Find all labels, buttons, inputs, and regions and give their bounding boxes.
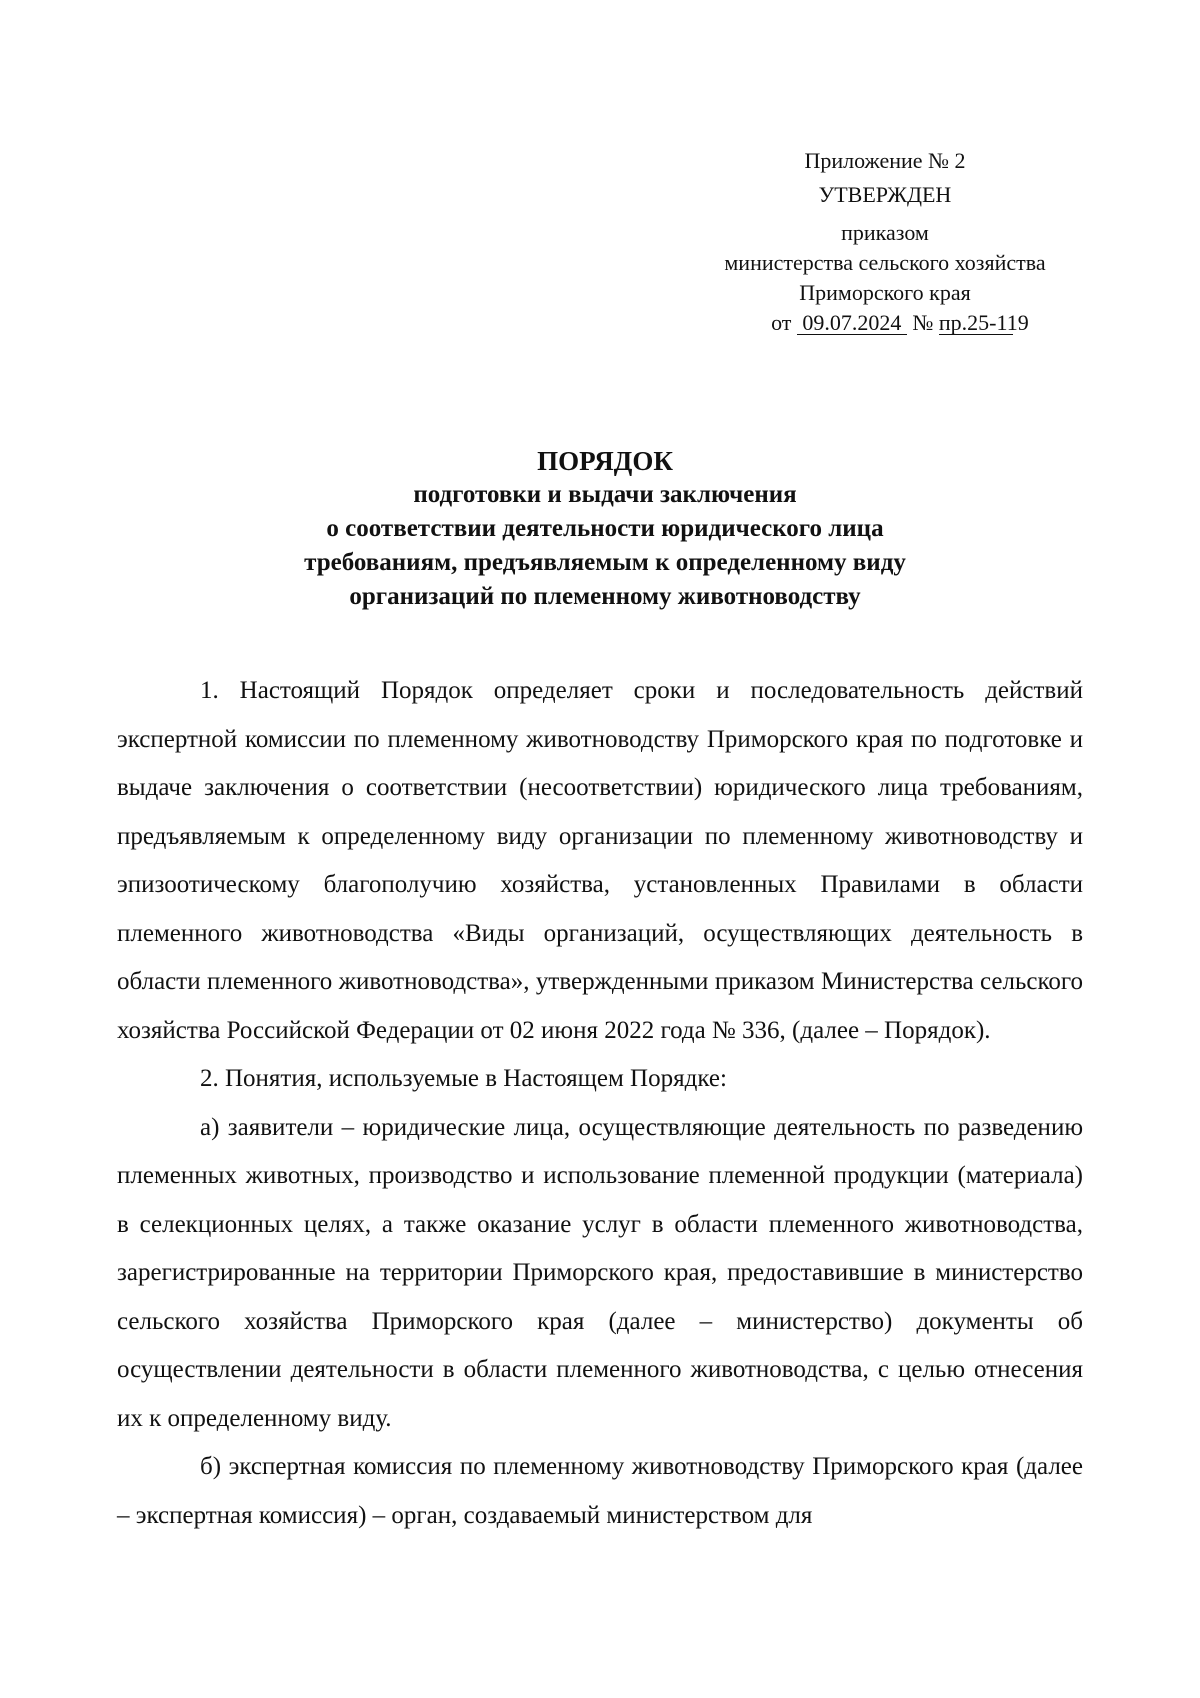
title-line-2: о соответствии деятельности юридического лица	[326, 515, 884, 542]
order-date-number-line	[704, 308, 1080, 338]
order-date-field: 09.07.2024	[797, 312, 907, 335]
document-title-block	[120, 444, 1090, 614]
paragraph-item-a: а) заявители – юридические лица, осуществляющие деятельность по разведению племенных животных, производство и использование племенной продукции (материала) в селекционных целях, а также оказание услуг в области племенного животноводства, зарегистрированные на территории Приморского края, предоставившие в министерство сельского хозяйства Приморского края (далее – министерство) документы об осуществлении деятельности в области племенного животноводства, с целью отнесения их к определенному виду.	[117, 1113, 1083, 1432]
date-prefix: от	[771, 310, 792, 335]
paragraph-item-b: б) экспертная комиссия по племенному животноводству Приморского края (далее – экспертная комиссия) – орган, создаваемый министерством для	[117, 1453, 1083, 1529]
approved-label: УТВЕРЖДЕН	[818, 182, 952, 207]
title-line-4: организаций по племенному животноводству	[349, 583, 861, 610]
paragraph-1: 1. Настоящий Порядок определяет сроки и последовательность действий экспертной комиссии по племенному животноводству Приморского края по подготовке и выдаче заключения о соответствии (несоответствии) юридического лица требованиям, предъявляемым к определенному виду организации по племенному животноводству и эпизоотическому благополучию хозяйства, установленных Правилами в области племенного животноводства «Виды организаций, осуществляющих деятельность в области племенного животноводства», утвержденными приказом Министерства сельского хозяйства Российской Федерации от 02 июня 2022 года № 336, (далее – Порядок).	[117, 677, 1083, 1044]
number-sign: №	[912, 310, 934, 335]
by-order-label: приказом	[841, 220, 929, 245]
paragraph-2: 2. Понятия, используемые в Настоящем Порядке:	[200, 1065, 727, 1092]
region-label: Приморского края	[799, 280, 971, 305]
title-line-3: требованиям, предъявляемым к определенному виду	[304, 549, 906, 576]
approval-stamp-block	[690, 146, 1080, 338]
document-title: ПОРЯДОК	[537, 446, 673, 476]
annex-label: Приложение № 2	[804, 148, 966, 173]
title-line-1: подготовки и выдачи заключения	[413, 481, 797, 508]
ministry-label: министерства сельского хозяйства	[724, 250, 1046, 275]
order-number-field: пр.25-119	[938, 310, 1029, 335]
document-body	[117, 667, 1083, 1540]
